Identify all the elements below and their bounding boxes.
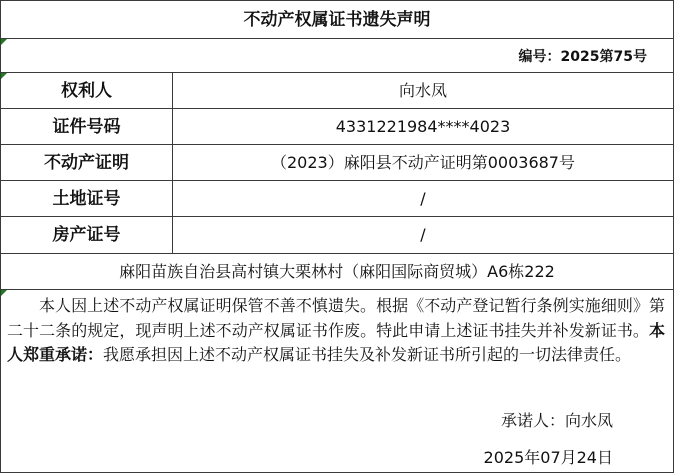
field-label-id-number: 证件号码: [1, 109, 173, 144]
pledge-label: 本人郑重承诺：: [7, 320, 665, 364]
property-address: 麻阳苗族自治县高村镇大栗林村（麻阳国际商贸城）A6栋222: [1, 254, 673, 290]
field-row-property-certificate: [1, 145, 673, 181]
field-label-property-certificate: 不动产证明: [1, 145, 173, 180]
field-label-land-certificate: 土地证号: [1, 181, 173, 216]
field-value-owner: 向水凤: [398, 81, 447, 100]
pledger-signature: 承诺人：向水凤: [500, 411, 613, 430]
field-value-id-number: 4331221984****4023: [335, 117, 511, 136]
pledge-text: 我愿承担因上述不动产权属证书挂失及补发新证书所引起的一切法律责任。: [103, 345, 632, 364]
field-value-land-certificate: /: [420, 189, 426, 208]
notice-title: 不动产权属证书遗失声明: [1, 1, 673, 39]
notice-date: 2025年07月24日: [483, 448, 613, 467]
field-value-property-certificate: （2023）麻阳县不动产证明第0003687号: [271, 153, 575, 172]
field-row-house-certificate: [1, 217, 673, 254]
field-row-owner: [1, 73, 673, 109]
field-row-id-number: [1, 109, 673, 145]
statement-paragraph: [1, 290, 673, 400]
field-label-owner: 权利人: [1, 73, 173, 108]
field-value-house-certificate: /: [420, 225, 426, 244]
field-row-land-certificate: [1, 181, 673, 217]
statement-body: 本人因上述不动产权属证明保管不善不慎遗失。根据《不动产登记暂行条例实施细则》第二十二条的规定，现声明上述不动产权属证书作废。特此申请上述证书挂失并补发新证书。: [7, 296, 665, 340]
field-label-house-certificate: 房产证号: [1, 217, 173, 253]
notice-number: 编号：2025第75号: [1, 39, 673, 73]
